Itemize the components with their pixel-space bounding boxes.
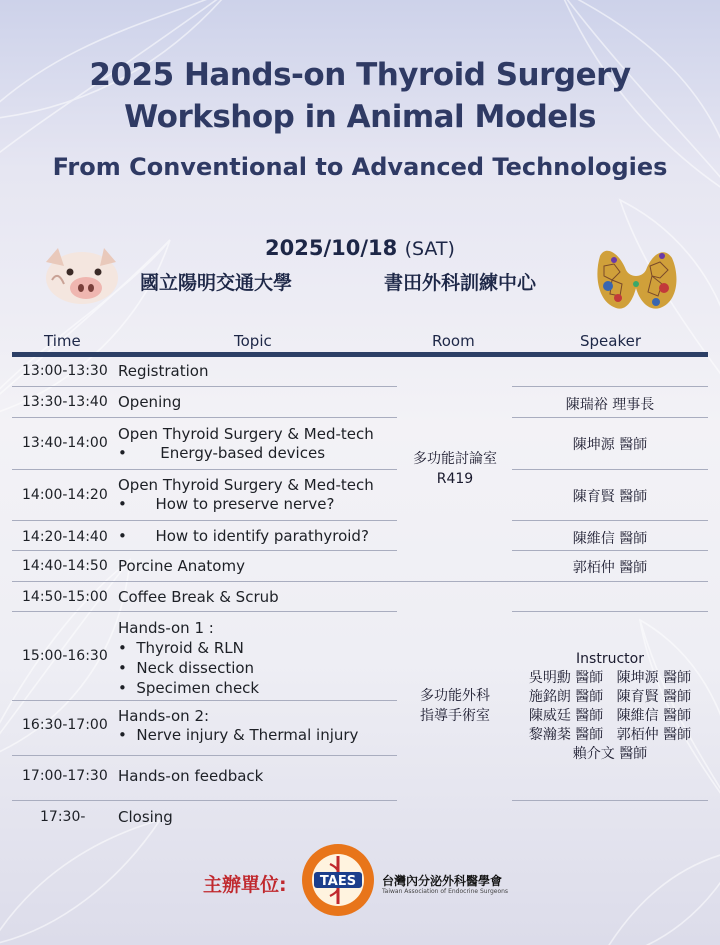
title-line-2: Workshop in Animal Models <box>124 99 596 135</box>
row-speaker: 陳瑞裕 理事長 <box>565 397 655 413</box>
row-divider <box>512 611 708 612</box>
instructor-title: Instructor <box>576 651 644 667</box>
row-speaker: 郭栢仲 醫師 <box>572 560 648 576</box>
row-topic: Porcine Anatomy <box>118 557 245 575</box>
row-topic: Registration <box>118 362 209 380</box>
row-time: 14:50-15:00 <box>22 589 108 605</box>
row-time: 14:00-14:20 <box>22 487 108 503</box>
instructor-line: 施銘朗 醫師 陳育賢 醫師 <box>528 689 692 705</box>
row-time: 13:40-14:00 <box>22 435 108 451</box>
row-topic: • How to identify parathyroid? <box>118 527 369 545</box>
row-speaker: 陳維信 醫師 <box>572 531 648 547</box>
instructor-line: 黎瀚棻 醫師 郭栢仲 醫師 <box>528 727 692 743</box>
event-date-value: 2025/10/18 <box>265 236 398 260</box>
row-time: 17:30- <box>40 809 86 825</box>
row-divider <box>12 386 397 387</box>
row-topic: Closing <box>118 808 173 826</box>
row-time: 14:40-14:50 <box>22 558 108 574</box>
row-topic: Opening <box>118 393 182 411</box>
instructor-line: 陳威廷 醫師 陳維信 醫師 <box>528 708 692 724</box>
organizer-name: 台灣內分泌外科醫學會 <box>382 874 503 888</box>
header-rule <box>12 352 708 357</box>
row-speaker: 陳坤源 醫師 <box>572 437 648 453</box>
row-divider <box>12 755 397 756</box>
row-time: 13:30-13:40 <box>22 394 108 410</box>
organizer-label: 主辦單位: <box>203 874 287 896</box>
header-room: Room <box>432 332 475 350</box>
venue-center: 書田外科訓練中心 <box>384 272 537 294</box>
instructor-line: 賴介文 醫師 <box>572 746 648 762</box>
row-time: 14:20-14:40 <box>22 529 108 545</box>
room-a: 多功能討論室 R419 <box>413 451 497 487</box>
instructor-line: 吳明勳 醫師 陳坤源 醫師 <box>528 670 692 686</box>
row-divider <box>12 800 397 801</box>
title-line-1: 2025 Hands-on Thyroid Surgery <box>89 57 631 93</box>
header-topic: Topic <box>234 332 272 350</box>
row-divider <box>12 520 397 521</box>
row-topic: Open Thyroid Surgery & Med-tech • Energy-based devices <box>118 425 374 462</box>
instructor-block <box>512 650 708 764</box>
row-divider <box>512 550 708 551</box>
row-topic: Coffee Break & Scrub <box>118 588 279 606</box>
row-divider <box>12 469 397 470</box>
header-time: Time <box>44 332 81 350</box>
row-topic: Hands-on feedback <box>118 767 264 785</box>
row-divider <box>512 520 708 521</box>
row-divider <box>512 386 708 387</box>
row-divider <box>12 611 397 612</box>
row-divider <box>512 800 708 801</box>
row-time: 13:00-13:30 <box>22 363 108 379</box>
venue-university: 國立陽明交通大學 <box>140 272 293 294</box>
event-day: (SAT) <box>404 238 455 260</box>
organizer-name-en: Taiwan Association of Endocrine Surgeons <box>382 888 509 895</box>
row-speaker: 陳育賢 醫師 <box>572 489 648 505</box>
row-topic: Hands-on 1 : • Thyroid & RLN • Neck dissection • Specimen check <box>118 619 260 697</box>
row-divider <box>12 700 397 701</box>
taes-logo <box>300 842 376 918</box>
thyroid-illustration <box>590 236 682 316</box>
row-divider <box>12 581 708 582</box>
header-speaker: Speaker <box>580 332 642 350</box>
row-time: 16:30-17:00 <box>22 717 108 733</box>
row-divider <box>512 417 708 418</box>
row-topic: Hands-on 2: • Nerve injury & Thermal injury <box>118 707 359 744</box>
logo-text: TAES <box>319 874 357 889</box>
room-b: 多功能外科 指導手術室 <box>420 688 490 724</box>
row-divider <box>512 469 708 470</box>
row-time: 15:00-16:30 <box>22 648 108 664</box>
row-time: 17:00-17:30 <box>22 768 108 784</box>
subtitle: From Conventional to Advanced Technologies <box>52 153 668 181</box>
row-divider <box>12 550 397 551</box>
row-divider <box>12 417 397 418</box>
row-topic: Open Thyroid Surgery & Med-tech • How to preserve nerve? <box>118 476 374 513</box>
